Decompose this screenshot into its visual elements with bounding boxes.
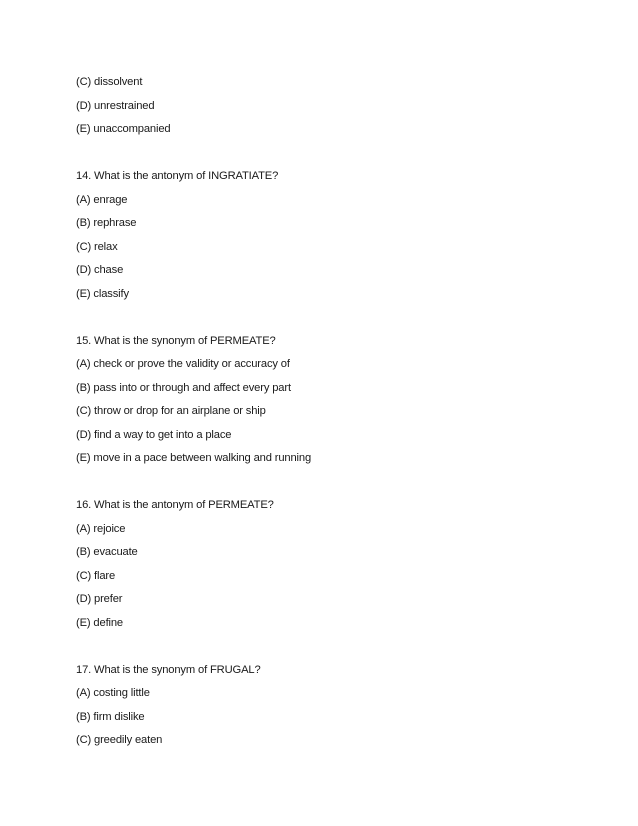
option-d: (D) prefer bbox=[76, 593, 123, 605]
document-body bbox=[76, 74, 311, 756]
question-15 bbox=[76, 333, 311, 474]
option-b: (B) evacuate bbox=[76, 546, 138, 558]
option-b: (B) firm dislike bbox=[76, 710, 145, 723]
option-d: (D) unrestrained bbox=[76, 99, 155, 112]
question-14 bbox=[76, 168, 311, 309]
option-d: (D) find a way to get into a place bbox=[76, 428, 232, 441]
option-e: (E) classify bbox=[76, 287, 129, 300]
option-c: (C) flare bbox=[76, 569, 116, 582]
option-c: (C) relax bbox=[76, 240, 118, 253]
spacer bbox=[76, 638, 311, 662]
option-c: (C) greedily eaten bbox=[76, 734, 163, 746]
question-17 bbox=[76, 662, 311, 756]
option-e: (E) unaccompanied bbox=[76, 123, 171, 135]
question-prompt: 14. What is the antonym of INGRATIATE? bbox=[76, 170, 279, 182]
option-d: (D) chase bbox=[76, 264, 124, 276]
question-16 bbox=[76, 497, 311, 638]
option-b: (B) rephrase bbox=[76, 217, 137, 229]
option-c: (C) throw or drop for an airplane or ship bbox=[76, 405, 266, 417]
option-a: (A) costing little bbox=[76, 687, 150, 699]
option-a: (A) rejoice bbox=[76, 522, 126, 535]
question-prompt: 16. What is the antonym of PERMEATE? bbox=[76, 499, 274, 511]
option-e: (E) move in a pace between walking and running bbox=[76, 452, 312, 464]
spacer bbox=[76, 474, 311, 498]
option-a: (A) enrage bbox=[76, 193, 128, 206]
option-b: (B) pass into or through and affect every part bbox=[76, 381, 291, 394]
question-prompt: 15. What is the synonym of PERMEATE? bbox=[76, 334, 276, 347]
question-prompt: 17. What is the synonym of FRUGAL? bbox=[76, 663, 261, 676]
option-c: (C) dissolvent bbox=[76, 76, 143, 88]
continued-options bbox=[76, 74, 311, 145]
option-a: (A) check or prove the validity or accuracy of bbox=[76, 358, 290, 370]
spacer bbox=[76, 145, 311, 169]
spacer bbox=[76, 309, 311, 333]
option-e: (E) define bbox=[76, 616, 124, 629]
